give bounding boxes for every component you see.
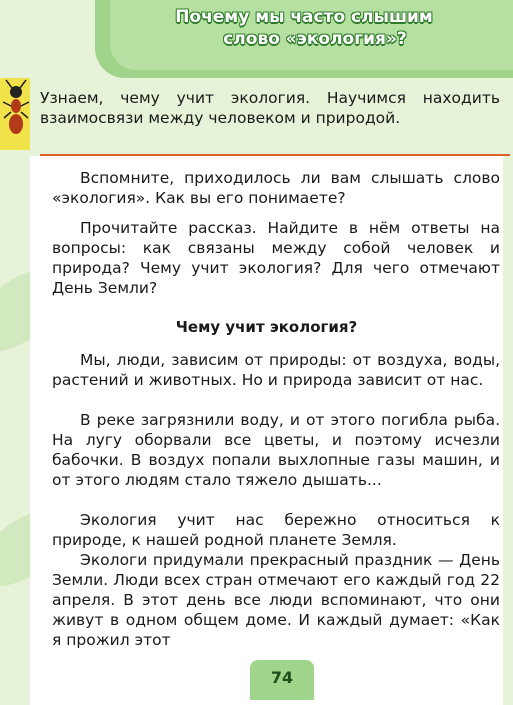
title-line-1: Почему мы часто слышим xyxy=(175,7,433,27)
story-paragraph: Экологи придумали прекрасный праздник — День Земли. Люди всех стран отмечают его каждый год 22 апреля. В этот день все люди вспоминают, что они живут в одном общем доме. И каждый думает: «Как я прожил этот xyxy=(52,551,500,649)
task-read: Прочитайте рассказ. Найдите в нём ответы на вопросы: как связаны между собой человек и природа? Чему учит экология? Для чего отмечают День Земли? xyxy=(52,219,500,297)
story-paragraph: Мы, люди, зависим от природы: от воздуха, воды, растений и животных. Но и природа зависит от нас. xyxy=(52,351,500,389)
title-line-2: слово «экология»? xyxy=(223,29,407,49)
ant-icon xyxy=(0,78,34,150)
page-title xyxy=(95,6,513,50)
lesson-goal: Узнаем, чему учит экология. Научимся находить взаимосвязи между человеком и природой. xyxy=(40,89,500,127)
story-heading: Чему учит экология? xyxy=(175,318,358,336)
story-paragraph: Экология учит нас бережно относиться к природе, к нашей родной планете Земля. xyxy=(52,511,500,549)
page-number: 74 xyxy=(270,668,294,687)
task-recall: Вспомните, приходилось ли вам слышать слово «экология». Как вы его понимаете? xyxy=(52,169,500,207)
story-paragraph: В реке загрязнили воду, и от этого погибла рыба. На лугу оборвали все цветы, и поэтому исчезли бабочки. В воздух попали выхлопные газы машин, и от этого людям стало тяжело дышать... xyxy=(52,411,500,489)
